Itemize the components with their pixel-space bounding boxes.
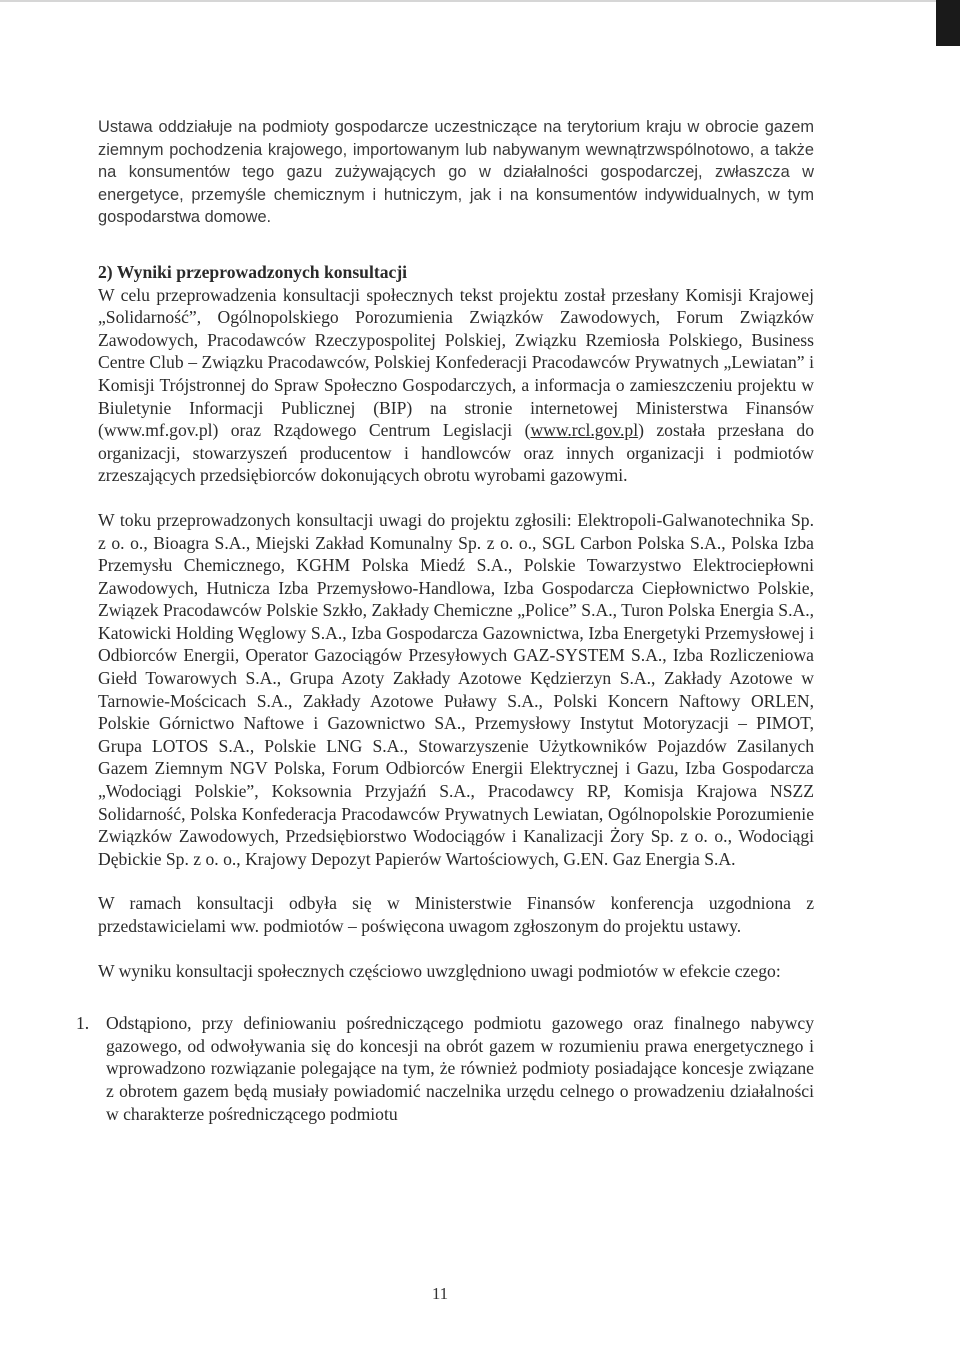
list-item-number: 1. bbox=[76, 1013, 90, 1034]
conference-paragraph: W ramach konsultacji odbyła się w Ministerstwie Finansów konferencja uzgodniona z przedstawicielami ww. podmiotów – poświęcona uwagom zgłoszonym do projektu ustawy. bbox=[98, 893, 814, 936]
participants-paragraph: W toku przeprowadzonych konsultacji uwagi do projektu zgłosili: Elektropoli-Galwanotechnika Sp. z o. o., Bioagra S.A., Miejski Zakład Komunalny Sp. z o. o., SGL Carbon Polska S.A., Polska Izba Przemysłu Chemicznego, KGHM Polska Miedź S.A., Polskie Towarzystwo Elektrociepłowni Zawodowych, Hutnicza Izba Przemysłowo-Handlowa, Izba Gospodarcza Ciepłownictwo Polskie, Związek Pracodawców Polskie Szkło, Zakłady Chemiczne „Police” S.A., Turon Polska Energia S.A., Katowicki Holding Węglowy S.A., Izba Gospodarcza Gazownictwa, Izba Energetyki Przemysłowej i Odbiorców Energii, Operator Gazociągów Przesyłowych GAZ-SYSTEM S.A., Izba Rozliczeniowa Giełd Towarowych S.A., Grupa Azoty Zakłady Azotowe Kędzierzyn S.A., Zakłady Azotowe w Tarnowie-Mościcach S.A., Zakłady Azotowe Puławy S.A., Polski Koncern Naftowy ORLEN, Polskie Górnictwo Naftowe i Gazownictwo SA., Przemysłowy Instytut Motoryzacji – PIMOT, Grupa LOTOS S.A., Polskie LNG S.A., Stowarzyszenie Użytkowników Pojazdów Zasilanych Gazem Ziemnym NGV Polska, Forum Odbiorców Energii Elektrycznej i Gazu, Izba Gospodarcza „Wodociągi Polskie”, Koksownia Przyjaźń S.A., Pracodawcy RP, Komisja Krajowa NSZZ Solidarność, Polska Konfederacja Pracodawców Prywatnych Lewiatan, Ogólnopolskie Porozumienie Związków Zawodowych, Przedsiębiorstwo Wodociągów i Kanalizacji Żory Sp. z o. o., Wodociągi Dębickie Sp. z o. o., Krajowy Depozyt Papierów Wartościowych, G.EN. Gaz Energia S.A. bbox=[98, 509, 814, 869]
rcl-link[interactable]: www.rcl.gov.pl bbox=[530, 420, 639, 441]
section-heading: 2) Wyniki przeprowadzonych konsultacji bbox=[98, 261, 408, 282]
consultation-text-start: W celu przeprowadzenia konsultacji społecznych tekst projektu został przesłany Komisji Krajowej „Solidarność”, Ogólnopolskiego Porozumienia Związków Zawodowych, Forum Związków Zawodowych, Pracodawców Rzeczypospolitej Polskiej, Związku Rzemiosła Polskiego, Business Centre Club – Związku Pracodawców, Polskiej Konfederacji Pracodawców Prywatnych „Lewiatan” i Komisji Trójstronnej do Spraw Społeczno Gospodarczych, a informacja o zamieszczeniu projektu w Biuletynie Informacji Publicznej (BIP) na stronie internetowej Ministerstwa Finansów (www.mf.gov.pl) oraz Rządowego Centrum Legislacji ( bbox=[98, 284, 814, 441]
outcome-list bbox=[76, 1012, 814, 1125]
document-page bbox=[76, 116, 814, 1125]
intro-paragraph: Ustawa oddziałuje na podmioty gospodarcze uczestniczące na terytorium kraju w obrocie gazem ziemnym pochodzenia krajowego, importowanym lub nabywanym wewnątrzwspólnotowo, a także na konsumentów tego gazu zużywających go w działalności gospodarczej, zwłaszcza w energetyce, przemyśle chemicznym i hutniczym, jak i na konsumentów indywidualnych, w tym gospodarstwa domowe. bbox=[98, 118, 814, 227]
scan-edge-mark bbox=[936, 0, 960, 46]
consultation-paragraph bbox=[98, 284, 814, 487]
list-item bbox=[76, 1012, 814, 1125]
list-item-text: Odstąpiono, przy definiowaniu pośredniczącego podmiotu gazowego oraz finalnego nabywcy gazowego, od odwoływania się do koncesji na obrót gazem w rozumieniu prawa energetycznego i wprowadzono rozwiązanie polegające na tym, że również podmioty posiadające koncesje związane z obrotem gazem będą musiały powiadomić naczelnika urzędu celnego o prowadzeniu działalności w charakterze pośredniczącego podmiotu bbox=[106, 1013, 814, 1124]
page-top-edge bbox=[0, 0, 936, 2]
outcome-paragraph: W wyniku konsultacji społecznych częściowo uwzględniono uwagi podmiotów w efekcie czego: bbox=[98, 960, 781, 981]
page-number: 11 bbox=[431, 1284, 449, 1303]
consultation-text-end: ) została przesłana do organizacji, stowarzyszeń producentow i handlowców oraz innych organizacji i podmiotów zrzeszających przedsiębiorców dokonujących obrotu wyrobami gazowymi. bbox=[98, 420, 814, 486]
